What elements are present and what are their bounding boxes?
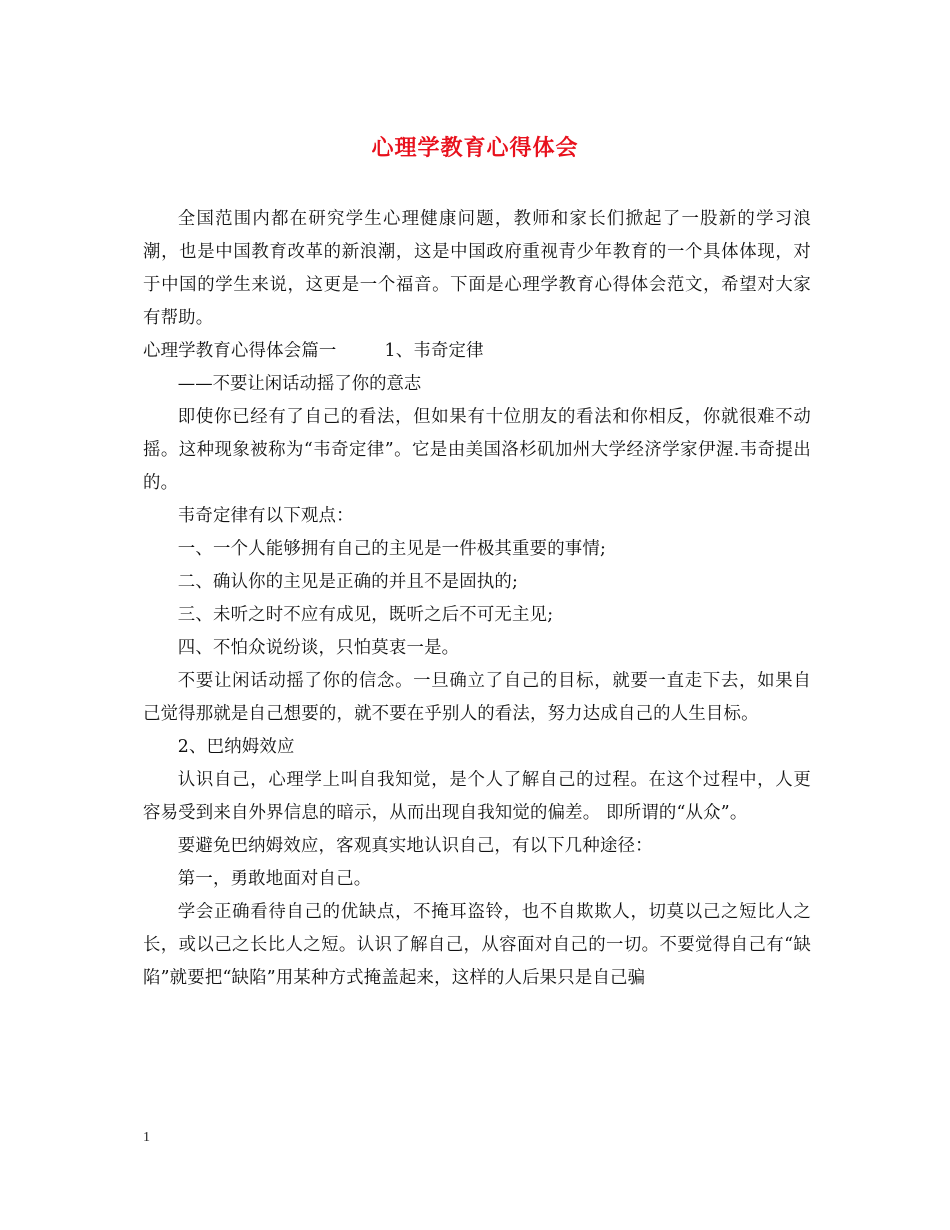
item2-paragraph: 学会正确看待自己的优缺点，不掩耳盗铃，也不自欺欺人，切莫以己之短比人之长，或以己之长比人之短。认识了解自己，从容面对自己的一切。不要觉得自己有“缺陷”就要把“缺陷”用某种方式掩盖起来，这样的人后果只是自己骗 xyxy=(143,902,811,988)
item1-paragraph: 三、未听之时不应有成见，既听之后不可无主见; xyxy=(177,605,554,625)
document-title: 心理学教育心得体会 xyxy=(371,135,579,161)
item1-paragraph: 四、不怕众说纷谈，只怕莫衷一是。 xyxy=(177,638,460,658)
item1-paragraph: 二、确认你的主见是正确的并且不是固执的; xyxy=(177,572,519,592)
intro-paragraph: 全国范围内都在研究学生心理健康问题，教师和家长们掀起了一股新的学习浪潮，也是中国教育改革的新浪潮，这是中国政府重视青少年教育的一个具体体现，对于中国的学生来说，这更是一个福音。下面是心理学教育心得体会范文，希望对大家有帮助。 xyxy=(143,209,811,328)
item1-paragraph: 韦奇定律有以下观点： xyxy=(177,506,354,526)
item2-paragraph: 要避免巴纳姆效应，客观真实地认识自己，有以下几种途径： xyxy=(177,836,653,856)
item1-paragraph: 不要让闲话动摇了你的信念。一旦确立了自己的目标，就要一直走下去，如果自己觉得那就是自己想要的，就不要在乎别人的看法，努力达成自己的人生目标。 xyxy=(143,671,811,724)
section-heading: 心理学教育心得体会篇一 xyxy=(143,341,337,361)
page-number: 1 xyxy=(143,1130,150,1145)
item2-paragraph: 认识自己，心理学上叫自我知觉，是个人了解自己的过程。在这个过程中，人更容易受到来自外界信息的暗示，从而出现自我知觉的偏差。 即所谓的“从众”。 xyxy=(143,770,811,823)
item1-subtitle: ——不要让闲话动摇了你的意志 xyxy=(177,374,422,394)
item1-paragraph: 一、一个人能够拥有自己的主见是一件极其重要的事情; xyxy=(177,539,607,559)
item2-paragraph: 第一，勇敢地面对自己。 xyxy=(177,869,372,889)
section-first-item: 1、韦奇定律 xyxy=(384,341,484,361)
section-heading-line xyxy=(143,335,811,368)
item2-heading: 2、巴纳姆效应 xyxy=(177,737,295,757)
document-body xyxy=(143,203,811,995)
item1-paragraph: 即使你已经有了自己的看法，但如果有十位朋友的看法和你相反，你就很难不动摇。这种现象被称为“韦奇定律”。它是由美国洛杉矶加州大学经济学家伊渥.韦奇提出的。 xyxy=(143,407,811,493)
